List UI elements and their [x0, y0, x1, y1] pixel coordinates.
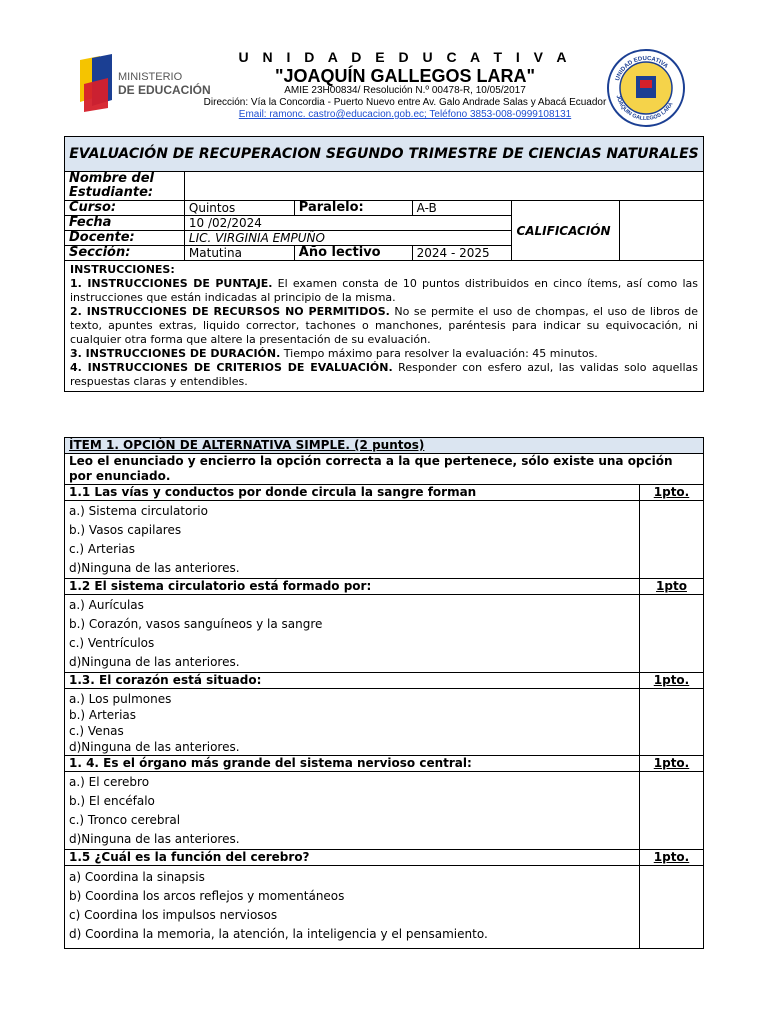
options-1-5 — [65, 866, 640, 949]
instructions-heading: INSTRUCCIONES: — [70, 263, 175, 276]
option-1-1-d[interactable]: d)Ninguna de las anteriores. — [69, 561, 240, 575]
logo-text-1: MINISTERIO — [118, 71, 183, 83]
option-1-2-d[interactable]: d)Ninguna de las anteriores. — [69, 655, 240, 669]
option-1-5-c[interactable]: c) Coordina los impulsos nerviosos — [69, 908, 278, 922]
item1-instruction: Leo el enunciado y encierro la opción correcta a la que pertenece, sólo existe una opción por enunciado. — [65, 454, 704, 485]
points-1-4: 1pto. — [640, 756, 704, 772]
option-1-3-a[interactable]: a.) Los pulmones — [69, 692, 172, 706]
option-1-5-a[interactable]: a) Coordina la sinapsis — [69, 870, 205, 884]
option-1-5-d[interactable]: d) Coordina la memoria, la atención, la inteligencia y el pensamiento. — [69, 927, 488, 941]
calificacion-label: CALIFICACIÓN — [512, 201, 620, 261]
instr-2-label: 2. INSTRUCCIONES DE RECURSOS NO PERMITIDOS. — [70, 305, 390, 318]
fecha-label: Fecha — [65, 216, 185, 231]
option-1-1-a[interactable]: a.) Sistema circulatorio — [69, 504, 208, 518]
exam-title: EVALUACIÓN DE RECUPERACION SEGUNDO TRIMESTRE DE CIENCIAS NATURALES — [65, 137, 704, 172]
score-cell-1-3 — [640, 689, 704, 756]
option-1-2-c[interactable]: c.) Ventrículos — [69, 636, 155, 650]
option-1-3-b[interactable]: b.) Arterias — [69, 708, 137, 722]
score-cell-1-4 — [640, 772, 704, 850]
school-name: "JOAQUÍN GALLEGOS LARA" — [274, 66, 536, 86]
instr-4-label: 4. INSTRUCCIONES DE CRITERIOS DE EVALUACIÓN. — [70, 361, 393, 374]
score-cell-1-2 — [640, 595, 704, 673]
instr-3-label: 3. INSTRUCCIONES DE DURACIÓN. — [70, 347, 281, 360]
seal-text-bottom: JOAQUIN GALLEGOS LARA — [614, 94, 675, 123]
fecha-value: 10 /02/2024 — [184, 216, 512, 231]
instr-2-text: No se permite el uso de chompas, el uso de libros de texto, apuntes extras, liquido corrector, tachones o manchones, paréntesis para indicar su equivocación, ni cualquier otra forma que altere la presentación de su evaluación. — [70, 305, 698, 346]
school-seal — [606, 48, 686, 128]
nombre-field[interactable] — [184, 172, 703, 201]
points-1-3: 1pto. — [640, 673, 704, 689]
direccion: Dirección: Vía la Concordia - Puerto Nuevo entre Av. Galo Andrade Salas y Abacá Ecuador — [203, 97, 607, 108]
instr-1-text: El examen consta de 10 puntos distribuidos en cinco ítems, así como las instrucciones que están indicadas al principio de la misma. — [70, 277, 698, 304]
ministerio-logo-mark — [78, 54, 211, 112]
paralelo-label: Paralelo: — [294, 201, 412, 216]
curso-label: Curso: — [65, 201, 185, 216]
score-cell-1-5 — [640, 866, 704, 949]
question-1-4: 1. 4. Es el órgano más grande del sistema nervioso central: — [65, 756, 640, 772]
option-1-4-b[interactable]: b.) El encéfalo — [69, 794, 155, 808]
question-1-5: 1.5 ¿Cuál es la función del cerebro? — [65, 850, 640, 866]
option-1-5-b[interactable]: b) Coordina los arcos reflejos y momentáneos — [69, 889, 345, 903]
options-1-3 — [65, 689, 640, 756]
seccion-label: Sección: — [65, 246, 185, 261]
instructions-block — [65, 261, 704, 392]
amie-resolucion: AMIE 23H00834/ Resolución N.º 00478-R, 10/05/2017 — [284, 85, 526, 96]
item1-table — [64, 437, 704, 949]
student-info-table — [64, 136, 704, 392]
unidad-educativa-label: U N I D A D E D U C A T I V A — [238, 49, 572, 65]
calificacion-field[interactable] — [620, 201, 704, 261]
points-1-1: 1pto. — [640, 485, 704, 501]
instr-1-label: 1. INSTRUCCIONES DE PUNTAJE. — [70, 277, 273, 290]
option-1-4-c[interactable]: c.) Tronco cerebral — [69, 813, 181, 827]
docente-label: Docente: — [65, 231, 185, 246]
instr-4-text: Responder con esfero azul, las validas solo aquellas respuestas claras y entendibles. — [70, 361, 698, 388]
option-1-3-d[interactable]: d)Ninguna de las anteriores. — [69, 740, 240, 754]
options-1-4 — [65, 772, 640, 850]
nombre-label: Nombre del Estudiante: — [65, 172, 185, 201]
school-seal-emblem — [606, 48, 686, 128]
item1-title: ÍTEM 1. OPCIÓN DE ALTERNATIVA SIMPLE. (2 puntos) — [65, 438, 704, 454]
option-1-4-d[interactable]: d)Ninguna de las anteriores. — [69, 832, 240, 846]
logo-text-2: DE EDUCACIÓN — [118, 83, 211, 97]
docente-value: LIC. VIRGINIA EMPUÑO — [184, 231, 512, 246]
option-1-3-c[interactable]: c.) Venas — [69, 724, 124, 738]
points-1-5: 1pto. — [640, 850, 704, 866]
email-link[interactable]: Email: ramonc. castro@educacion.gob.ec; Teléfono 3853-008-0999108131 — [238, 109, 572, 120]
curso-value: Quintos — [184, 201, 294, 216]
option-1-2-b[interactable]: b.) Corazón, vasos sanguíneos y la sangre — [69, 617, 323, 631]
question-1-3: 1.3. El corazón está situado: — [65, 673, 640, 689]
paralelo-value: A-B — [412, 201, 512, 216]
option-1-2-a[interactable]: a.) Aurículas — [69, 598, 144, 612]
option-1-1-b[interactable]: b.) Vasos capilares — [69, 523, 182, 537]
seal-text-top: UNIDAD EDUCATIVA — [615, 55, 669, 82]
ministerio-logo — [78, 54, 211, 112]
options-1-1 — [65, 501, 640, 579]
anio-value: 2024 - 2025 — [412, 246, 512, 261]
seccion-value: Matutina — [184, 246, 294, 261]
anio-label: Año lectivo — [294, 246, 412, 261]
question-1-1: 1.1 Las vías y conductos por donde circula la sangre forman — [65, 485, 640, 501]
score-cell-1-1 — [640, 501, 704, 579]
question-1-2: 1.2 El sistema circulatorio está formado por: — [65, 579, 640, 595]
option-1-4-a[interactable]: a.) El cerebro — [69, 775, 150, 789]
option-1-1-c[interactable]: c.) Arterias — [69, 542, 136, 556]
options-1-2 — [65, 595, 640, 673]
points-1-2: 1pto — [640, 579, 704, 595]
instr-3-text: Tiempo máximo para resolver la evaluación: 45 minutos. — [280, 347, 598, 360]
